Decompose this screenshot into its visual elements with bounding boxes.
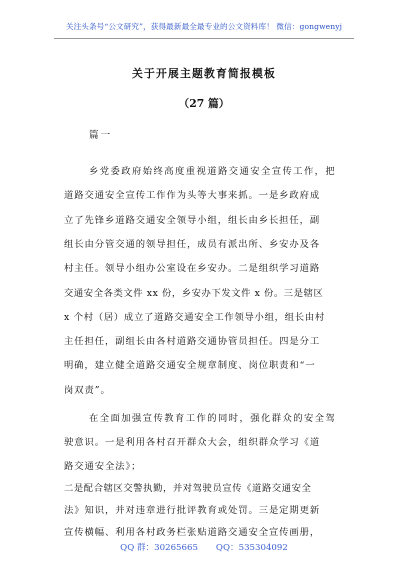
body-line: 在全面加强宣传教育工作的同时，强化群众的安全驾 [89, 413, 337, 424]
body-line: 交通安全各类文件 xx 份，乡安办下发文件 x 份。三是辖区 [64, 288, 324, 299]
body-line: 主任担任，副组长由各村道路交通协管员担任。四是分工 [64, 336, 321, 347]
body-line: 驶意识。一是利用各村召开群众大会，组织群众学习《道 [64, 437, 321, 448]
body-line: 村主任。领导小组办公室设在乡安办。二是组织学习道路 [64, 263, 321, 274]
header-promo-note: 关注头条号“公文研究”，获得最新最全最专业的公文资料库！ 微信：gongwenyj [65, 22, 343, 31]
footer-qq-group: QQ 群：30265665 [120, 543, 198, 553]
footer-contact [0, 541, 408, 553]
header-divider [54, 38, 354, 39]
footer-qq: QQ：535304092 [215, 543, 288, 553]
section-label: 篇一 [89, 130, 113, 141]
body-line: 立了先锋乡道路交通安全领导小组，组长由乡长担任，副 [64, 215, 321, 226]
body-line: 二是配合辖区交警执勤，并对驾驶员宣传《道路交通安全 [64, 483, 312, 494]
body-line: 道路交通安全宣传工作作为头等大事来抓。一是乡政府成 [64, 190, 321, 201]
body-line: 路交通安全法》； [64, 461, 142, 472]
document-title: 关于开展主题教育简报模板 [132, 67, 276, 80]
body-line: 宣传横幅、利用各村政务栏张贴道路交通安全宣传画册， [64, 527, 321, 538]
body-line: 明确，建立健全道路交通安全规章制度、岗位职责和“一 [64, 360, 316, 371]
body-line: 岗双责”。 [64, 385, 111, 396]
body-line: 法》知识，并对违章进行批评教育或处罚。三是定期更新 [64, 505, 321, 516]
document-subtitle: （27 篇） [178, 97, 230, 110]
body-line: x 个村（居）成立了道路交通安全工作领导小组，组长由村 [64, 312, 325, 323]
body-line: 组长由分管交通的领导担任，成员有派出所、乡安办及各 [64, 239, 321, 250]
body-line: 乡党委政府始终高度重视道路交通安全宣传工作，把 [89, 166, 337, 177]
